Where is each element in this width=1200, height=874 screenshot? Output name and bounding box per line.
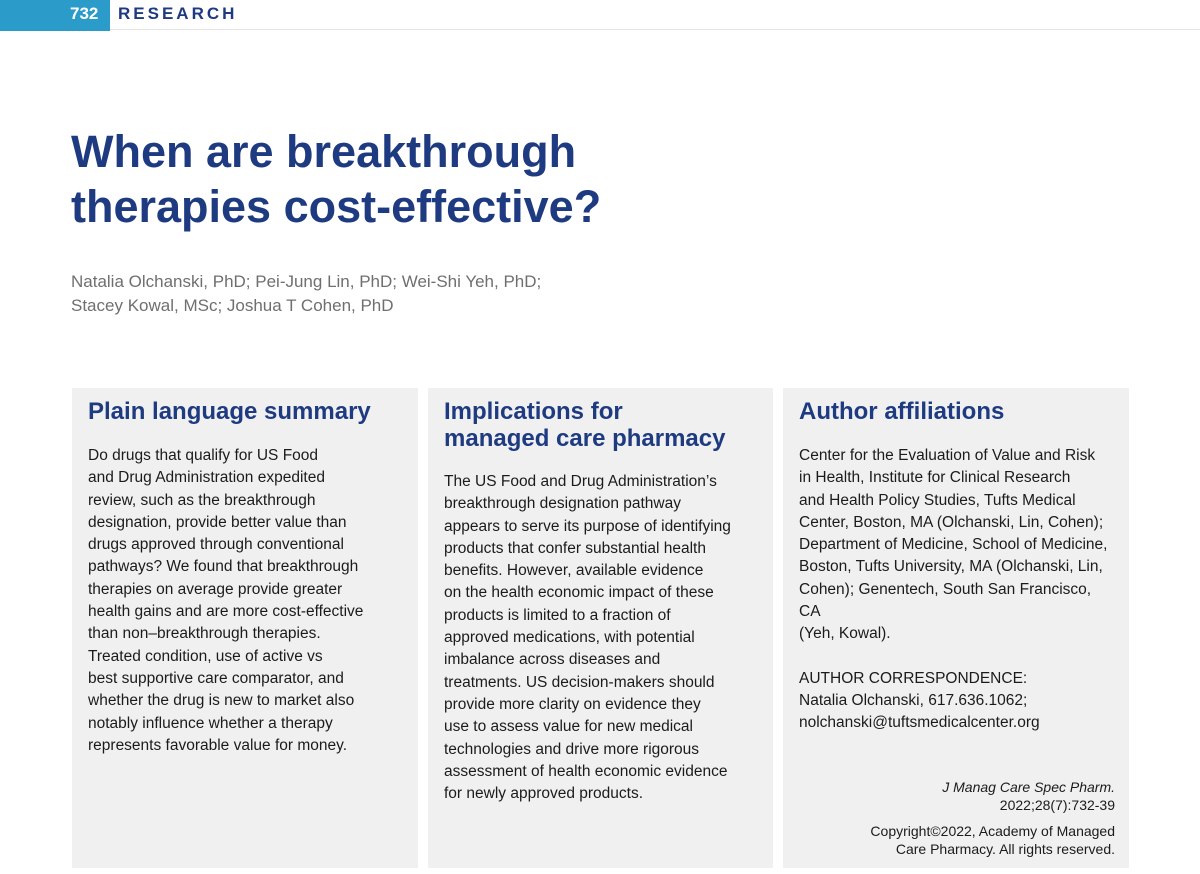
article-title — [71, 124, 771, 234]
implications-heading — [444, 398, 757, 452]
text-line: Cohen); Genentech, South San Francisco, CA — [799, 580, 1092, 621]
text-line: pathways? We found that breakthrough — [88, 558, 359, 576]
citation-ref: 2022;28(7):732-39 — [999, 797, 1115, 813]
text-line: Natalia Olchanski, 617.636.1062; — [799, 691, 1028, 709]
authors-line: Stacey Kowal, MSc; Joshua T Cohen, PhD — [71, 296, 394, 315]
text-line: products is limited to a fraction of — [444, 606, 671, 624]
text-line: Treated condition, use of active vs — [88, 647, 323, 665]
affiliations-text — [799, 445, 1113, 646]
text-line: review, such as the breakthrough — [88, 491, 316, 509]
text-line: whether the drug is new to market also — [88, 692, 355, 710]
text-line: than non–breakthrough therapies. — [88, 625, 321, 643]
copyright-line: Care Pharmacy. All rights reserved. — [895, 841, 1115, 857]
text-line: designation, provide better value than — [88, 513, 347, 531]
text-line: and Health Policy Studies, Tufts Medical — [799, 491, 1076, 509]
text-line: drugs approved through conventional — [88, 536, 344, 554]
text-line: technologies and drive more rigorous — [444, 740, 700, 758]
text-line: Do drugs that qualify for US Food — [88, 447, 319, 464]
text-line: assessment of health economic evidence — [444, 762, 728, 780]
text-line: (Yeh, Kowal). — [799, 625, 891, 643]
copyright-notice — [870, 822, 1115, 858]
text-line: benefits. However, available evidence — [444, 562, 704, 580]
text-line: The US Food and Drug Administration’s — [444, 473, 717, 490]
page-number: 732 — [0, 0, 110, 31]
text-line: AUTHOR CORRESPONDENCE: — [799, 669, 1028, 687]
text-line: Center for the Evaluation of Value and Risk — [799, 447, 1096, 464]
text-line: on the health economic impact of these — [444, 584, 714, 602]
text-line: use to assess value for new medical — [444, 718, 693, 736]
citation — [942, 778, 1115, 814]
text-line: appears to serve its purpose of identifying — [444, 517, 731, 535]
text-line: for newly approved products. — [444, 785, 644, 803]
header-rule — [110, 29, 1200, 30]
text-line: approved medications, with potential — [444, 629, 695, 647]
text-line: imbalance across diseases and — [444, 651, 661, 669]
heading-line: Implications for — [444, 398, 623, 425]
text-line: Boston, Tufts University, MA (Olchanski, Lin, — [799, 558, 1103, 576]
text-line: represents favorable value for money. — [88, 736, 348, 754]
author-affiliations-box — [783, 388, 1129, 868]
title-line: therapies cost-effective? — [71, 181, 602, 232]
plain-language-heading: Plain language summary — [88, 398, 371, 425]
citation-journal: J Manag Care Spec Pharm. — [942, 779, 1115, 795]
text-line: products that confer substantial health — [444, 539, 706, 557]
implications-text — [444, 471, 757, 805]
text-line: treatments. US decision-makers should — [444, 673, 715, 691]
text-line: breakthrough designation pathway — [444, 495, 681, 513]
text-line: Center, Boston, MA (Olchanski, Lin, Cohen); — [799, 513, 1104, 531]
text-line: in Health, Institute for Clinical Research — [799, 469, 1071, 487]
text-line: notably influence whether a therapy — [88, 714, 333, 732]
text-line: health gains and are more cost-effective — [88, 603, 364, 621]
authors-line: Natalia Olchanski, PhD; Pei-Jung Lin, PhD; Wei-Shi Yeh, PhD; — [71, 272, 542, 291]
text-line: nolchanski@tuftsmedicalcenter.org — [799, 714, 1040, 732]
plain-language-summary-box — [72, 388, 418, 868]
implications-box — [428, 388, 773, 868]
text-line: therapies on average provide greater — [88, 580, 343, 598]
author-list — [71, 270, 691, 318]
text-line: and Drug Administration expedited — [88, 469, 325, 487]
affiliations-heading: Author affiliations — [799, 398, 1005, 425]
correspondence-text — [799, 668, 1113, 735]
text-line: provide more clarity on evidence they — [444, 695, 701, 713]
text-line: best supportive care comparator, and — [88, 669, 344, 687]
heading-line: managed care pharmacy — [444, 425, 726, 452]
copyright-line: Copyright©2022, Academy of Managed — [870, 823, 1115, 839]
text-line: Department of Medicine, School of Medicine, — [799, 536, 1108, 554]
plain-language-text — [88, 445, 402, 757]
running-header — [0, 0, 1200, 31]
section-label: RESEARCH — [118, 4, 238, 23]
title-line: When are breakthrough — [71, 126, 577, 177]
